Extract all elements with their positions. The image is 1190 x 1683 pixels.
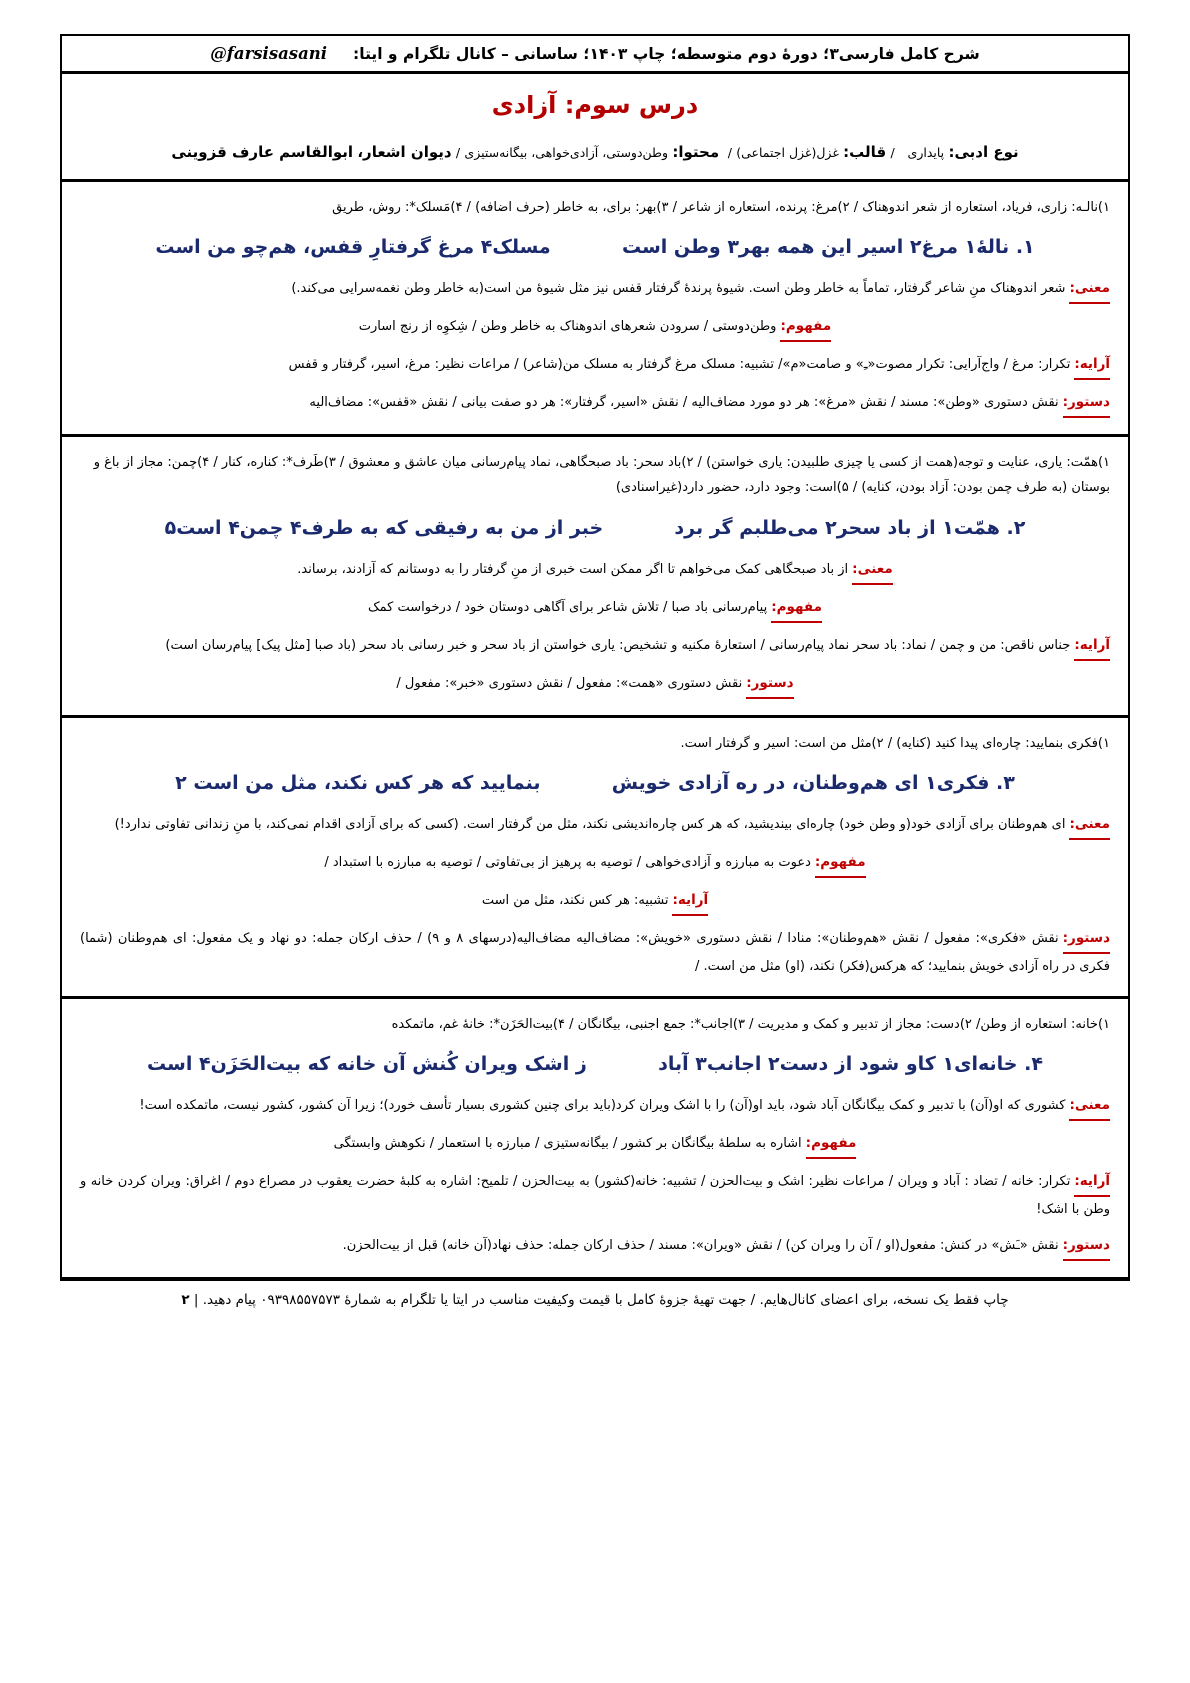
meta-sep-1: /: [890, 145, 895, 160]
footer-separator: |: [193, 1292, 199, 1309]
note-text: از باد صبحگاهی کمک می‌خواهم تا اگر ممکن است خبری از منِ گرفتار را به دوستانم که آزادند، برساند.: [297, 561, 849, 577]
note-text: تشبیه: هر کس نکند، مثل من است: [481, 892, 669, 908]
page-footer: [60, 1279, 1130, 1308]
note-figures: [76, 882, 1114, 920]
note-text: نقش «فکری»: مفعول / نقش «هم‌وطنان»: منادا / نقش دستوری «خویش»: مضاف‌الیه مضاف‌الیه(درسهای ۸ و ۹) / حذف ارکان جمله: دو نهاد و یک مفعول: ای هم‌وطنان (شما) فکری در راه آزادی خویش بنمایید؛ که هرکس(فکر) نکند، (او) مثل من است. /: [80, 930, 1110, 974]
verse-hemistich-left: مسلک۴ مرغ گرفتارِ قفس، هم‌چو من است: [155, 235, 551, 258]
note-text: پیام‌رسانی باد صبا / تلاش شاعر برای آگاهی دوستان خود / درخواست کمک: [368, 599, 768, 615]
verse-number: ۱.: [1015, 235, 1035, 258]
verse-line: [76, 758, 1114, 806]
verse-hemistich-right: نالهٔ١ مرغ٢ اسیر این همه بهر٣ وطن است: [621, 235, 1010, 258]
verse-hemistich-right: همّت١ از باد سحر٢ می‌طلبم گر برد: [674, 516, 1000, 539]
note-text: کشوری که او(آن) با تدبیر و کمک بیگانگان آباد شود، باید او(آن) را با اشک ویران کرد(باید برای چنین کشوری بسیار تأسف خورد)؛ زیرا آن کشور، کشور نیست، ماتمکده است!: [139, 1098, 1066, 1114]
note-grammar: [76, 384, 1114, 422]
header-title: شرح کامل فارسی۳؛ دورهٔ دوم متوسطه؛ چاپ ۱۴۰۳؛ ساسانی – کانال تلگرام و ایتا:: [353, 44, 980, 63]
verse-hemistich-left: خبر از من به رفیقی که به طرف۴ چمن۴ است۵: [164, 516, 604, 539]
verse-hemistich-right: خانه‌ای١ کاو شود از دست٢ اجانب٣ آباد: [658, 1053, 1018, 1076]
note-concept: [76, 844, 1114, 882]
note-figures: [76, 1163, 1114, 1227]
note-grammar: [76, 920, 1114, 984]
stanza-block: [62, 715, 1128, 996]
note-figures: [76, 627, 1114, 665]
meta-value-source: ابوالقاسم عارف قزوینی: [171, 143, 354, 161]
note-text: شعر اندوهناک منِ شاعر گرفتار، تماماً به خاطر وطن است. شیوهٔ پرندهٔ گرفتار قفس نیز مثل شیوهٔ من است(به خاطر وطن نغمه‌سرایی می‌کند.): [291, 280, 1066, 296]
note-text: نقش «ـَش» در کنش: مفعول(او / آن را ویران کن) / نقش «ویران»: مسند / حذف ارکان جمله: حذف نهاد(آن خانه) قبل از بیت‌الحزن.: [342, 1238, 1059, 1254]
note-tag: معنی:: [1069, 275, 1110, 304]
page-title: درس سوم: آزادی: [491, 91, 699, 119]
note-tag: دستور:: [1063, 389, 1110, 418]
note-text: وطن‌دوستی / سرودن شعرهای اندوهناک به خاطر وطن / شِکوِه از رنج اسارت: [358, 318, 777, 334]
vocab-line: ۱)همّت: یاری، عنایت و توجه(همت از کسی یا چیزی طلبیدن: یاری خواستن) / ۲)باد سحر: باد صبحگاهی، نماد پیام‌رسانی میان عاشق و معشوق / ۳)طَرف*: کناره، کنار / ۴)چمن: مجاز از باغ و بوستان (به طرف چمن بودن: آزاد بودن، کنایه) / ۵)است: وجود دارد، حضور دارد(غیراسنادی): [93, 454, 1110, 496]
note-grammar: [76, 665, 1114, 703]
meta-value-type: پایداری: [907, 145, 945, 160]
verse-line: [76, 503, 1114, 551]
note-concept: [76, 308, 1114, 346]
note-text: تکرار: خانه / تضاد : آباد و ویران / مراعات نظیر: اشک و بیت‌الحزن / تشبیه: خانه(کشور) به بیت‌الحزن / تلمیح: اشاره به کلبهٔ حضرت یعقوب در مصراع دوم / اغراق: ویران کردن خانه و وطن با اشک!: [80, 1174, 1110, 1218]
vocab-line: ۱)خانه: استعاره از وطن/ ۲)دست: مجاز از تدبیر و کمک و مدیریت / ۳)اجانب*: جمع اجنبی، بیگانگان / ۴)بیت‌الحَزَن*: خانهٔ غم، ماتمکده: [391, 1016, 1110, 1032]
meta-sep-2: /: [727, 145, 732, 160]
note-text: جناس ناقص: من و چمن / نماد: باد سحر نماد پیام‌رسانی / استعارهٔ مکنیه و تشخیص: یاری خواستن از باد سحر و خبر رسانی باد سحر (باد صبا [مثل پیک] پیام‌رسان است): [165, 637, 1071, 653]
page-header-band: [60, 34, 1130, 74]
note-tag: دستور:: [1063, 1232, 1110, 1261]
verse-number: ۳.: [996, 771, 1015, 794]
note-tag: آرایه:: [1074, 632, 1110, 661]
stanza-block: [62, 996, 1128, 1277]
note-tag: آرایه:: [672, 887, 708, 916]
verse-line: [76, 222, 1114, 270]
verse-hemistich-left: ز اشک ویران کُنش آن خانه که بیت‌الحَزَن۴ است: [147, 1053, 587, 1076]
note-grammar: [76, 1227, 1114, 1265]
note-text: نقش دستوری «وطن»: مسند / نقش «مرغ»: هر دو مورد مضاف‌الیه / نقش «اسیر، گرفتار»: هر دو صفت بیانی / نقش «قفس»: مضاف‌الیه: [309, 394, 1059, 410]
verse-number: ۴.: [1024, 1053, 1043, 1076]
note-tag: مفهوم:: [771, 594, 822, 623]
note-text: تکرار: مرغ / واج‌آرایی: تکرار مصوت«ـِ» و صامت«م»/ تشبیه: مسلک مرغ گرفتار به مسلک من(شاعر) / مراعات نظیر: مرغ، اسیر، گرفتار و قفس: [288, 356, 1071, 372]
meta-label-type: نوع ادبی:: [948, 143, 1019, 161]
note-tag: دستور:: [1063, 925, 1110, 954]
note-tag: معنی:: [1069, 1092, 1110, 1121]
note-tag: معنی:: [852, 556, 893, 585]
telegram-handle: @farsisasani: [210, 44, 328, 63]
note-tag: آرایه:: [1074, 1168, 1110, 1197]
note-meaning: [76, 551, 1114, 589]
content-sheet: [60, 74, 1130, 1279]
note-text: نقش دستوری «همت»: مفعول / نقش دستوری «خبر»: مفعول /: [396, 675, 743, 691]
vocab-line: ۱)نالـه: زاری، فریاد، استعاره از شعر اندوهناک / ۲)مرغ: پرنده، استعاره از شاعر / ۳)بهر: برای، به خاطر (حرف اضافه) / ۴)مَسلک*: روش، طریق: [332, 199, 1110, 215]
footer-text: چاپ فقط یک نسخه، برای اعضای کانال‌هایم. / جهت تهیهٔ جزوهٔ کامل با قیمت وکیفیت مناسب در ایتا یا تلگرام به شمارهٔ ۰۹۳۹۸۵۵۷۵۷۳ پیام دهید.: [202, 1292, 1009, 1309]
meta-value-content: وطن‌دوستی، آزادی‌خواهی، بیگانه‌ستیزی: [464, 145, 669, 160]
stanza-block: [62, 179, 1128, 434]
meta-value-form: غزل(غزل اجتماعی): [736, 145, 839, 160]
note-tag: معنی:: [1069, 811, 1110, 840]
note-tag: مفهوم:: [780, 313, 831, 342]
note-concept: [76, 589, 1114, 627]
lesson-meta-row: [62, 133, 1128, 179]
vocab-line: ۱)فکری بنمایید: چاره‌ای پیدا کنید (کنایه) / ۲)مثل من است: اسیر و گرفتار است.: [680, 735, 1110, 751]
verse-line: [76, 1039, 1114, 1087]
meta-label-content: محتوا:: [672, 143, 720, 161]
note-figures: [76, 346, 1114, 384]
note-text: اشاره به سلطهٔ بیگانگان بر کشور / بیگانه‌ستیزی / مبارزه با استعمار / نکوهش وابستگی: [333, 1136, 802, 1152]
note-text: دعوت به مبارزه و آزادی‌خواهی / توصیه به پرهیز از بی‌تفاوتی / توصیه به مبارزه با استبداد /: [324, 854, 811, 870]
note-tag: مفهوم:: [815, 849, 866, 878]
meta-label-form: قالب:: [843, 143, 887, 161]
page-number: ۲: [181, 1292, 190, 1309]
note-text: ای هم‌وطنان برای آزادی خود(و وطن خود) چاره‌ای بیندیشید، که هر کس چاره‌اندیشی نکند، مثل من گرفتار است. (کسی که برای آزادی اقدام نمی‌کند، با منِ زندانی تفاوتی ندارد!): [114, 816, 1066, 832]
stanza-block: [62, 434, 1128, 715]
verse-number: ۲.: [1006, 516, 1026, 539]
verse-hemistich-left: بنمایید که هر کس نکند، مثل من است ٢: [175, 771, 541, 794]
meta-sep-3: /: [455, 145, 461, 160]
note-tag: آرایه:: [1074, 351, 1110, 380]
note-meaning: [76, 1087, 1114, 1125]
meta-label-source: دیوان اشعار،: [357, 143, 452, 161]
note-meaning: [76, 270, 1114, 308]
note-tag: مفهوم:: [806, 1130, 857, 1159]
verse-hemistich-right: فکری١ ای هم‌وطنان، در ره آزادی خویش: [611, 771, 990, 794]
note-concept: [76, 1125, 1114, 1163]
note-tag: دستور:: [746, 670, 793, 699]
note-meaning: [76, 806, 1114, 844]
